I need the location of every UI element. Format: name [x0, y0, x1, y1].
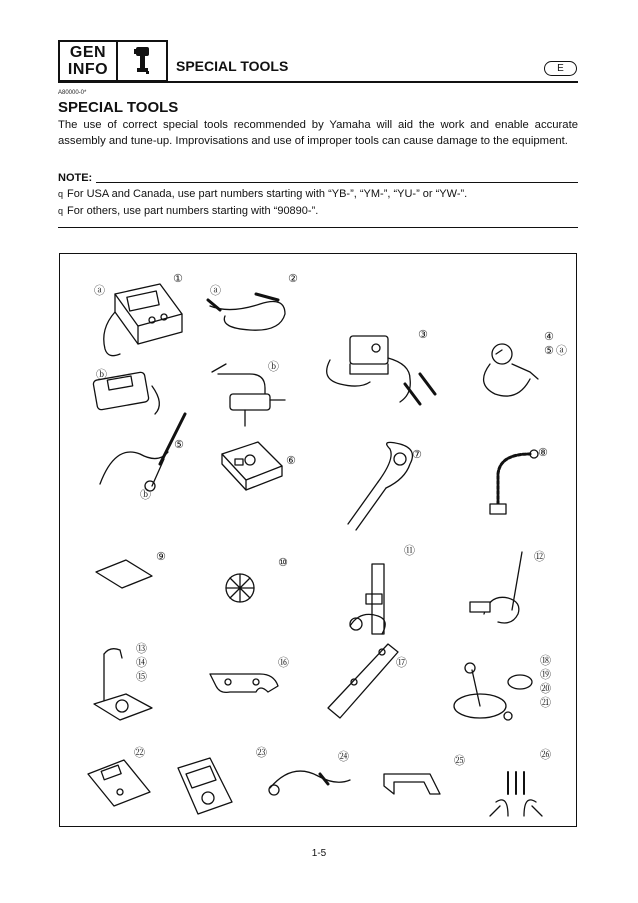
tool-16-wrench-icon: [210, 674, 278, 692]
header-rule: [58, 81, 578, 83]
callout-25: ㉕: [454, 754, 465, 767]
bullet-icon: q: [58, 206, 64, 216]
header-title: SPECIAL TOOLS: [176, 58, 289, 74]
callout-20: ⑳: [540, 682, 551, 695]
note-item-2: [58, 205, 318, 217]
section-top: GEN: [69, 44, 107, 61]
note-item-1: [58, 188, 467, 200]
tool-25-block-icon: [384, 774, 440, 794]
callout-21: ㉑: [540, 696, 551, 709]
language-badge: E: [544, 61, 577, 76]
tool-2-cable-icon: [208, 294, 285, 330]
tool-11-stand-icon: [350, 564, 385, 634]
callout-5: ⑤: [544, 344, 554, 357]
callout-3: ③: [418, 328, 428, 341]
callout-18: ⑱: [540, 654, 551, 667]
tool-24-hose-icon: [269, 771, 350, 795]
tool-8-flex-icon: [490, 450, 538, 514]
tool-12-caliper-icon: [470, 552, 522, 623]
callout-9: ⑨: [156, 550, 166, 563]
callout-23: ㉓: [256, 746, 267, 759]
intro-paragraph: The use of correct special tools recommended by Yamaha will aid the work and enable accurate assembly and tune-up. Improvisations and use of improper tools can cause damage to the equipment.: [58, 119, 578, 147]
tool-10-gauge-icon: [226, 574, 254, 602]
section-title: SPECIAL TOOLS: [58, 99, 179, 116]
gen-info-label: [60, 42, 118, 80]
document-code: A80000-0*: [58, 90, 87, 96]
tool-5-probe-icon: [100, 414, 185, 491]
tool-3-tester-icon: [327, 336, 435, 404]
section-bottom: INFO: [67, 61, 109, 78]
callout-b-1: ⓑ: [96, 368, 107, 381]
callout-16: ⑯: [278, 656, 289, 669]
outboard-engine-icon: [118, 42, 166, 80]
tool-22-multimeter-icon: [88, 760, 150, 806]
tool-6-kit-icon: [222, 442, 282, 490]
tool-26-clips-icon: [490, 772, 542, 816]
callout-2: ②: [288, 272, 298, 285]
callout-10: ⑩: [278, 556, 288, 569]
tool-18-set-icon: [454, 663, 532, 720]
tool-17-bar-icon: [328, 644, 398, 718]
callout-1: ①: [173, 272, 183, 285]
page-number: 1-5: [311, 848, 327, 859]
callout-17: ⑰: [396, 656, 407, 669]
tool-9-plate-icon: [96, 560, 152, 588]
callout-26: ㉖: [540, 748, 551, 761]
callout-b-5: ⓑ: [140, 488, 151, 501]
note-end-rule: [58, 227, 578, 228]
tool-b-puller-icon: [212, 364, 285, 426]
tool-4-gauge-icon: [484, 344, 538, 396]
note-label: NOTE:: [58, 172, 93, 184]
callout-11: ⑪: [404, 544, 415, 557]
callout-5b: ⑤: [174, 438, 184, 451]
note-rule: [96, 182, 578, 183]
callout-22: ㉒: [134, 746, 145, 759]
tool-23-analog-meter-icon: [178, 758, 232, 814]
callout-a-1: ⓐ: [94, 284, 105, 297]
special-tools-figure: [59, 253, 577, 827]
callout-a-2: ⓐ: [210, 284, 221, 297]
callout-12: ⑫: [534, 550, 545, 563]
callout-6: ⑥: [286, 454, 296, 467]
tools-illustration: [60, 254, 578, 828]
tool-1-tester-icon: [104, 284, 182, 356]
callout-24: ㉔: [338, 750, 349, 763]
bullet-icon: q: [58, 189, 64, 199]
section-badge: [58, 40, 168, 82]
callout-b-2: ⓑ: [268, 360, 279, 373]
note-text-1: For USA and Canada, use part numbers starting with “YB-”, “YM-”, “YU-” or “YW-”.: [67, 188, 468, 200]
callout-14: ⑭: [136, 656, 147, 669]
callout-a-5: ⓐ: [556, 344, 567, 357]
callout-15: ⑮: [136, 670, 147, 683]
callout-7: ⑦: [412, 448, 422, 461]
callout-19: ⑲: [540, 668, 551, 681]
note-text-2: For others, use part numbers starting with “90890-”.: [67, 205, 319, 217]
callout-4: ④: [544, 330, 554, 343]
tool-7-holder-icon: [348, 442, 412, 530]
callout-13: ⑬: [136, 642, 147, 655]
callout-8: ⑧: [538, 446, 548, 459]
